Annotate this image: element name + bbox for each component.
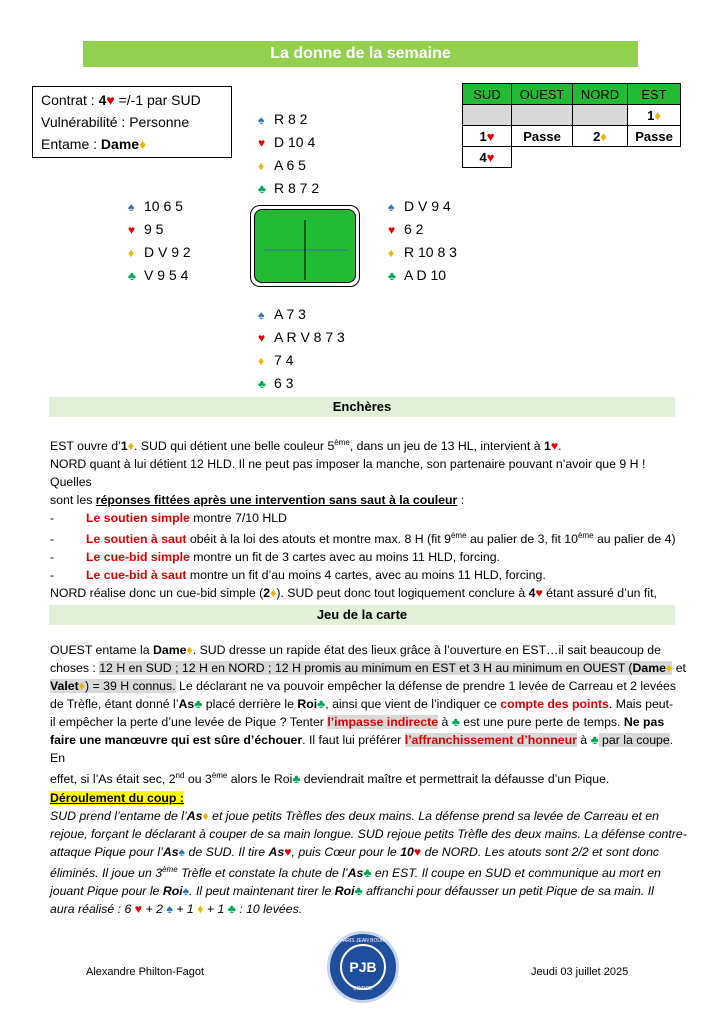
bidding-table <box>462 83 681 168</box>
diamond-icon: ♦ <box>258 159 265 173</box>
east-hand <box>388 195 457 287</box>
heart-icon: ♥ <box>128 223 136 237</box>
lead-label: Entame : <box>41 136 101 152</box>
encheres-text: EST ouvre d’1♦. SUD qui détient une belle couleur 5ème, dans un jeu de 13 HL, intervient à 1♥. NORD quant à lui détient 12 HLD. Il ne peut pas imposer la manche, son partenaire pouvant n’avoir que 9 H ! Quelles sont les réponses fittées après une intervention sans saut à la couleur : - Le soutien simple montre 7/10 HLD - Le soutien à saut obéit à la loi des atouts et montre max. 8 H (fit 9ème au palier de 3, fit 10ème au palier de 4) - Le cue-bid simple montre un fit de 3 cartes avec au moins 11 HLD, forcing. - Le cue-bid à saut montre un fit d’au moins 4 cartes, avec au moins 11 HLD, forcing. NORD réalise donc un cue-bid simple (2♦). SUD peut donc tout logiquement conclure à 4♥ étant assuré d’un fit, <box>50 434 690 620</box>
diamond-icon: ♦ <box>139 136 147 152</box>
diamond-icon: ♦ <box>128 246 135 260</box>
heart-icon: ♥ <box>258 331 266 345</box>
club-icon: ♣ <box>128 269 136 283</box>
bid-cell-nord-1: 2♦ <box>573 126 628 147</box>
west-hearts: 9 5 <box>144 221 164 237</box>
section-header-encheres: Enchères <box>49 397 675 417</box>
east-spades: D V 9 4 <box>404 198 451 214</box>
heart-icon: ♥ <box>486 128 495 144</box>
heart-icon: ♥ <box>550 439 559 454</box>
diamond-icon: ♦ <box>202 809 209 823</box>
spade-icon: ♠ <box>258 308 265 322</box>
heart-icon: ♥ <box>535 586 543 601</box>
contract-label: Contrat : <box>41 92 99 108</box>
bid-cell-sud-2: 4♥ <box>463 147 512 168</box>
club-icon: ♣ <box>388 269 396 283</box>
contract-line <box>41 89 223 111</box>
east-hearts: 6 2 <box>404 221 424 237</box>
table-cross-icon <box>255 210 355 282</box>
footer-author: Alexandre Philton-Fagot <box>86 966 205 978</box>
list-item: - Le soutien simple montre 7/10 HLD <box>50 511 287 526</box>
east-diamonds: R 10 8 3 <box>404 244 457 260</box>
bid-cell-ouest-1: Passe <box>512 126 573 147</box>
diamond-icon: ♦ <box>600 128 607 144</box>
bid-cell <box>463 105 512 126</box>
diamond-icon: ♦ <box>270 586 277 601</box>
list-item: - Le cue-bid à saut montre un fit d’au moins 4 cartes, avec au moins 11 HLD, forcing. <box>50 568 546 583</box>
west-clubs: V 9 5 4 <box>144 267 189 283</box>
club-icon: ♣ <box>227 902 236 917</box>
spade-icon: ♠ <box>258 113 265 127</box>
diamond-icon: ♦ <box>258 354 265 368</box>
bid-header-ouest: OUEST <box>512 84 573 105</box>
bid-cell-est-2: Passe <box>628 126 681 147</box>
south-spades: A 7 3 <box>274 306 306 322</box>
heart-icon: ♥ <box>134 902 143 917</box>
bridge-table <box>254 209 356 283</box>
club-icon: ♣ <box>354 884 363 899</box>
south-clubs: 6 3 <box>274 375 294 391</box>
club-icon: ♣ <box>317 697 326 711</box>
heart-icon: ♥ <box>388 223 396 237</box>
heart-icon: ♥ <box>486 149 495 165</box>
diamond-icon: ♦ <box>388 246 395 260</box>
bid-cell <box>512 105 573 126</box>
spade-icon: ♠ <box>166 902 173 917</box>
list-item: - Le cue-bid simple montre un fit de 3 cartes avec au moins 11 HLD, forcing. <box>50 550 500 565</box>
bid-header-nord: NORD <box>573 84 628 105</box>
spade-icon: ♠ <box>182 884 190 899</box>
south-hand <box>258 303 345 395</box>
diamond-icon: ♦ <box>127 439 134 454</box>
club-icon: ♣ <box>590 733 599 747</box>
west-diamonds: D V 9 2 <box>144 244 191 260</box>
heart-icon: ♥ <box>413 845 422 859</box>
club-icon: ♣ <box>292 772 301 787</box>
north-hearts: D 10 4 <box>274 134 316 150</box>
club-icon: ♣ <box>451 715 460 729</box>
contract-level: 4 <box>98 92 107 108</box>
bid-cell-est-1: 1♦ <box>628 105 681 126</box>
vulnerability-line: Vulnérabilité : Personne <box>41 114 190 130</box>
footer-date: Jeudi 03 juillet 2025 <box>531 966 629 978</box>
list-item: - Le soutien à saut obéit à la loi des atouts et montre max. 8 H (fit 9ème au palier de 3, fit 10ème au palier de 4) <box>50 531 676 547</box>
east-clubs: A D 10 <box>404 267 447 283</box>
club-icon: ♣ <box>258 377 266 391</box>
south-hearts: A R V 8 7 3 <box>274 329 345 345</box>
bid-cell-sud-1: 1♥ <box>463 126 512 147</box>
contract-suffix: =/-1 par SUD <box>114 92 201 108</box>
club-icon: ♣ <box>363 866 372 881</box>
bid-cell <box>573 105 628 126</box>
lead-line <box>41 133 223 155</box>
north-diamonds: A 6 5 <box>274 157 306 173</box>
section-header-jeu: Jeu de la carte <box>49 605 675 625</box>
page-title: La donne de la semaine <box>83 41 638 67</box>
north-hand <box>258 108 319 200</box>
club-icon: ♣ <box>194 697 203 711</box>
lead-card: Dame <box>100 136 140 152</box>
diamond-icon: ♦ <box>186 643 193 657</box>
deroulement-heading: Déroulement du coup : <box>50 791 184 805</box>
bid-header-est: EST <box>628 84 681 105</box>
club-logo: PARIS JEAN BOUIN PJB BRIDGE <box>327 931 399 1003</box>
diamond-icon: ♦ <box>666 661 673 675</box>
north-clubs: R 8 7 2 <box>274 180 320 196</box>
spade-icon: ♠ <box>128 200 135 214</box>
north-spades: R 8 2 <box>274 111 308 127</box>
jeu-text: OUEST entame la Dame♦. SUD dresse un rapide état des lieux grâce à l’ouverture en EST…il sait beaucoup de choses : 12 H en SUD ; 12 H en NORD ; 12 H promis au minimum en EST et 3 H au minimum en OUEST (Dame♦ et Valet♦) = 39 H connus. Le déclarant ne va pouvoir empêcher la défense de prendre 1 levée de Carreau et 2 levées de Trèfle, étant donné l’As♣ placé derrière le Roi♣, ainsi que vient de l’indiquer ce compte des points. Mais peut- il empêcher la perte d’une levée de Pique ? Tenter l’impasse indirecte à ♣ est une pure perte de temps. Ne pas faire une manœuvre qui est sûre d’échouer. Il faut lui préférer l’affranchissement d’honneur à ♣ par la coupe. En effet, si l’As était sec, 2nd ou 3ème alors le Roi♣ deviendrait maître et permettrait la défausse d’un Pique. <box>50 643 686 787</box>
bid-header-sud: SUD <box>463 84 512 105</box>
west-spades: 10 6 5 <box>144 198 183 214</box>
south-diamonds: 7 4 <box>274 352 294 368</box>
contract-box <box>32 86 232 158</box>
diamond-icon: ♦ <box>197 902 204 917</box>
diamond-icon: ♦ <box>78 679 85 693</box>
club-icon: ♣ <box>258 182 266 196</box>
heart-icon: ♥ <box>284 845 292 859</box>
deroulement-text: Déroulement du coup : SUD prend l’entame de l’As♦ et joue petits Trèfles des deux mains. La défense prend sa levée de Carreau et en rejoue, forçant le déclarant à couper de sa main longue. SUD rejoue petits Trèfle des deux mains. La défense contre- attaque Pique pour l’As♠ de SUD. Il tire As♥, puis Cœur pour le 10♥ de NORD. Les atouts sont 2/2 et sont donc éliminés. Il joue un 3ème Trèfle et constate la chute de l’As♣ en EST. Il coupe en SUD et communique au mort en jouant Pique pour le Roi♠. Il peut maintenant tirer le Roi♣ affranchi pour défausser un petit Pique de sa main. Il aura réalisé : 6 ♥ + 2 ♠ + 1 ♦ + 1 ♣ : 10 levées. <box>50 791 687 917</box>
diamond-icon: ♦ <box>654 107 661 123</box>
heart-icon: ♥ <box>258 136 266 150</box>
spade-icon: ♠ <box>388 200 395 214</box>
west-hand <box>128 195 191 287</box>
spade-icon: ♠ <box>178 845 186 859</box>
heart-icon: ♥ <box>106 92 115 108</box>
